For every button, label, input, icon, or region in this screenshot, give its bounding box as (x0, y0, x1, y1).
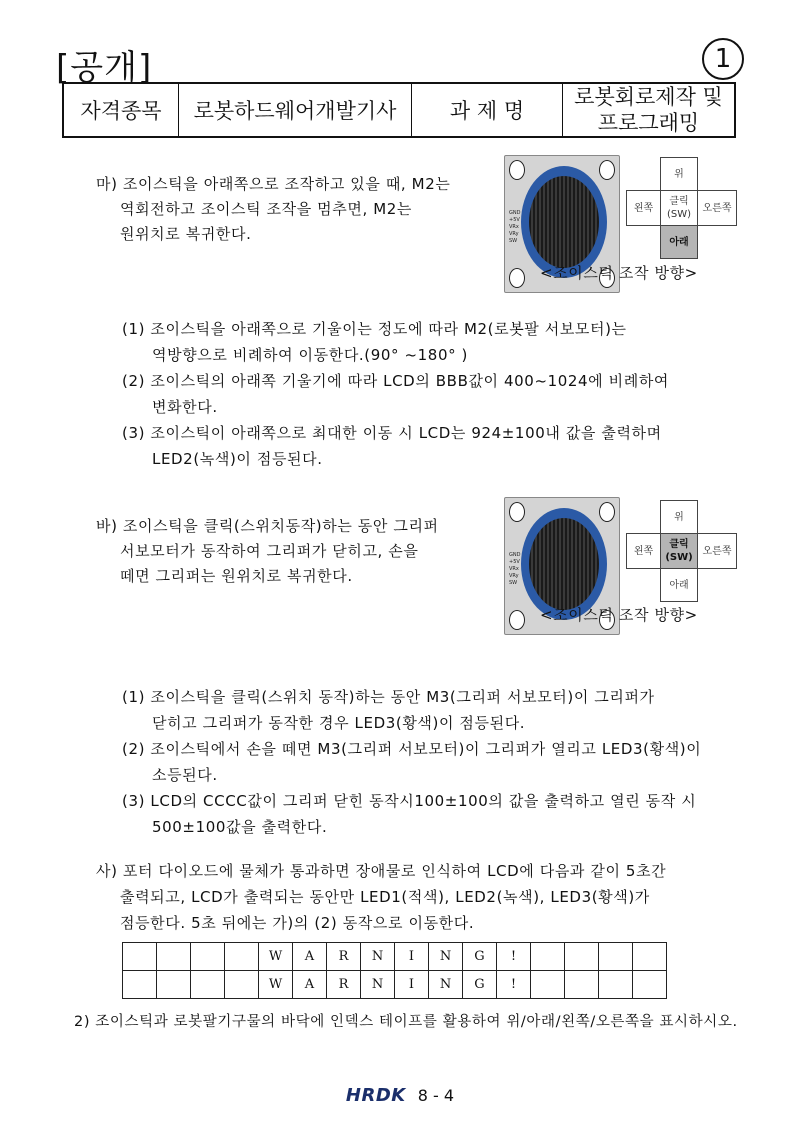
direction-cross (626, 157, 736, 259)
cross-left-label: 왼쪽 (633, 545, 654, 557)
section-ba-line: 서보모터가 동작하여 그리퍼가 닫히고, 손을 (120, 542, 419, 560)
lcd-cell (191, 971, 225, 999)
lcd-cell: ! (497, 971, 531, 999)
cross-up-label: 위 (674, 511, 684, 523)
lcd-cell: N (429, 943, 463, 971)
lcd-cell (225, 971, 259, 999)
lcd-cell (531, 971, 565, 999)
lcd-cell: W (259, 943, 293, 971)
section-ma-line: 역회전하고 조이스틱 조작을 멈추면, M2는 (120, 200, 412, 218)
lcd-cell (123, 971, 157, 999)
cross-center (660, 190, 698, 226)
section-ma-text (96, 172, 496, 247)
pin-label: +5V (509, 217, 520, 223)
section-ma-line: 마) 조이스틱을 아래쪽으로 조작하고 있을 때, M2는 (96, 175, 451, 193)
cross-right-label: 오른쪽 (702, 202, 732, 214)
mount-hole-icon (509, 160, 525, 180)
lcd-cell: A (293, 943, 327, 971)
cross-right (697, 190, 737, 226)
page-number: 1 (714, 44, 732, 74)
section-ma-item: LED2(녹색)이 점등된다. (152, 450, 323, 468)
cross-center-label: 클릭 (669, 196, 689, 207)
cross-left-label: 왼쪽 (633, 202, 654, 214)
lcd-cell: I (395, 971, 429, 999)
cross-up-label: 위 (674, 168, 684, 180)
lcd-cell: N (361, 943, 395, 971)
section-ba-line: 바) 조이스틱을 클릭(스위치동작)하는 동안 그리퍼 (96, 517, 439, 535)
direction-cross (626, 500, 736, 602)
mount-hole-icon (509, 268, 525, 288)
field-label: 자격종목 (63, 83, 179, 137)
mount-hole-icon (509, 502, 525, 522)
cross-right-label: 오른쪽 (702, 545, 732, 557)
pin-labels (509, 552, 520, 587)
section-sa-text (96, 858, 776, 936)
section-ma-item: (2) 조이스틱의 아래쪽 기울기에 따라 LCD의 BBB값이 400~1024에 비례하여 (122, 372, 669, 390)
cross-left (626, 190, 661, 226)
page-number-circle (702, 38, 744, 80)
lcd-cell (225, 943, 259, 971)
section-ba-item: (3) LCD의 CCCC값이 그리퍼 닫힌 동작시100±100의 값을 출력하고 열린 동작 시 (122, 792, 697, 810)
lcd-cell: A (293, 971, 327, 999)
section-ba-item: (1) 조이스틱을 클릭(스위치 동작)하는 동안 M3(그리퍼 서보모터)이 그리퍼가 (122, 688, 655, 706)
pin-label: GND (509, 552, 521, 558)
lcd-cell (565, 943, 599, 971)
cross-right (697, 533, 737, 569)
field-value: 로봇하드웨어개발기사 (179, 83, 412, 137)
pin-label: GND (509, 210, 521, 216)
section-ma-item: (1) 조이스틱을 아래쪽으로 기울이는 정도에 따라 M2(로봇팔 서보모터)는 (122, 320, 627, 338)
cross-down (660, 568, 698, 602)
cross-up (660, 157, 698, 191)
section-ba-text (96, 514, 496, 589)
cross-center (660, 533, 698, 569)
title-value-line2: 프로그래밍 (597, 111, 700, 135)
lcd-cell (633, 943, 667, 971)
section-ba-line: 떼면 그리퍼는 원위치로 복귀한다. (120, 567, 353, 585)
lcd-cell (191, 943, 225, 971)
lcd-cell (599, 971, 633, 999)
lcd-cell: R (327, 971, 361, 999)
lcd-cell (531, 943, 565, 971)
joystick-cap-icon (529, 518, 599, 610)
section-ma-items (122, 316, 762, 472)
section-ma-item: 변화한다. (152, 398, 218, 416)
lcd-cell: G (463, 971, 497, 999)
lcd-display-grid (122, 942, 667, 999)
pin-label: VRx (509, 566, 519, 572)
cross-down-label: 아래 (669, 236, 689, 248)
title-label: 과 제 명 (412, 83, 563, 137)
item-2-text: 2) 조이스틱과 로봇팔기구물의 바닥에 인덱스 테이프를 활용하여 위/아래/왼쪽/오른쪽을 표시하시오. (74, 1014, 738, 1030)
figure-caption: <조이스틱 조작 방향> (540, 606, 698, 624)
lcd-cell: N (429, 971, 463, 999)
lcd-cell: G (463, 943, 497, 971)
public-label: [공개] (56, 48, 153, 88)
pin-label: SW (509, 238, 518, 244)
lcd-cell (157, 971, 191, 999)
lcd-cell: I (395, 943, 429, 971)
section-ba-items (122, 684, 772, 840)
lcd-cell (123, 943, 157, 971)
joystick-cap-icon (529, 176, 599, 268)
lcd-cell (599, 943, 633, 971)
footer-page-number: 8 - 4 (417, 1086, 455, 1105)
section-ba-item: 500±100값을 출력한다. (152, 818, 328, 836)
mount-hole-icon (509, 610, 525, 630)
section-ma-line: 원위치로 복귀한다. (120, 225, 252, 243)
lcd-cell: ! (497, 943, 531, 971)
section-ba-item: (2) 조이스틱에서 손을 떼면 M3(그리퍼 서보모터)이 그리퍼가 열리고 LED3(황색)이 (122, 740, 702, 758)
title-value-line1: 로봇회로제작 및 (574, 85, 723, 109)
lcd-row (123, 971, 667, 999)
lcd-body (123, 943, 667, 999)
section-sa-line: 사) 포터 다이오드에 물체가 통과하면 장애물로 인식하여 LCD에 다음과 같이 5초간 (96, 862, 667, 880)
lcd-cell: N (361, 971, 395, 999)
section-ma-item: 역방향으로 비례하여 이동한다.(90° ~180° ) (152, 346, 469, 364)
lcd-cell: W (259, 971, 293, 999)
lcd-cell (157, 943, 191, 971)
header-table (62, 82, 736, 138)
pin-label: +5V (509, 559, 520, 565)
footer (0, 1085, 800, 1106)
pin-labels (509, 210, 520, 245)
cross-left (626, 533, 661, 569)
figure-caption: <조이스틱 조작 방향> (540, 264, 698, 282)
section-sa-line: 출력되고, LCD가 출력되는 동안만 LED1(적색), LED2(녹색), LED3(황색)가 (120, 888, 650, 906)
cross-down-label: 아래 (669, 579, 689, 591)
section-ba-item: 닫히고 그리퍼가 동작한 경우 LED3(황색)이 점등된다. (152, 714, 526, 732)
lcd-cell (633, 971, 667, 999)
section-ma-item: (3) 조이스틱이 아래쪽으로 최대한 이동 시 LCD는 924±100내 값을 출력하며 (122, 424, 662, 442)
title-value (563, 83, 736, 137)
lcd-cell (565, 971, 599, 999)
pin-label: VRy (509, 573, 519, 579)
hrdk-logo: HRDK (345, 1085, 406, 1106)
cross-center-sub: (SW) (666, 209, 692, 220)
lcd-row (123, 943, 667, 971)
lcd-cell: R (327, 943, 361, 971)
section-sa-line: 점등한다. 5초 뒤에는 가)의 (2) 동작으로 이동한다. (120, 914, 475, 932)
section-ba-item: 소등된다. (152, 766, 218, 784)
cross-up (660, 500, 698, 534)
cross-center-sub: (SW) (665, 552, 693, 563)
mount-hole-icon (599, 502, 615, 522)
cross-center-label: 클릭 (669, 539, 689, 550)
pin-label: VRx (509, 224, 519, 230)
pin-label: SW (509, 580, 518, 586)
mount-hole-icon (599, 160, 615, 180)
cross-down (660, 225, 698, 259)
pin-label: VRy (509, 231, 519, 237)
